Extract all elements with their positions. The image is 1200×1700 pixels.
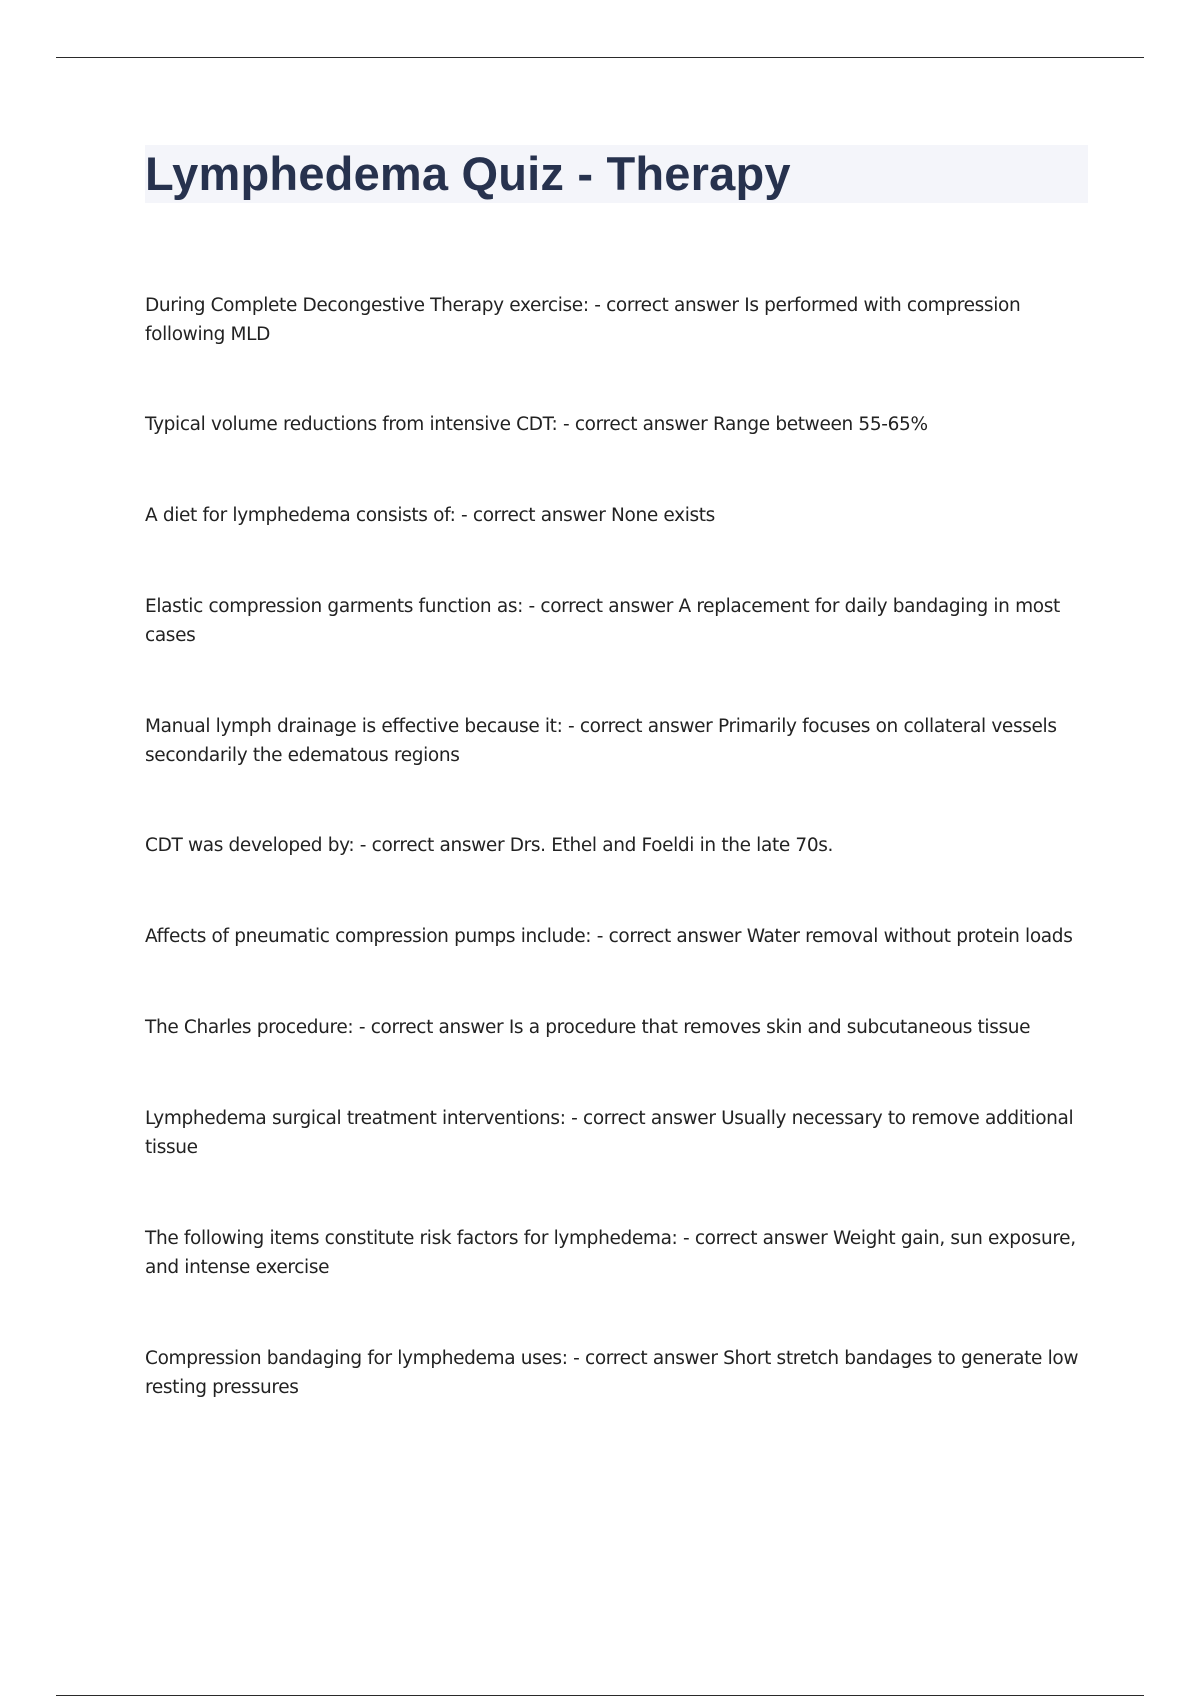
top-rule: [56, 57, 1144, 58]
qa-item: [145, 1345, 1095, 1402]
qa-item: [145, 923, 1095, 952]
qa-item: [145, 593, 1095, 650]
answer-separator: - correct answer: [562, 716, 718, 737]
answer-separator: - correct answer: [567, 1348, 724, 1369]
answer-text: Is a procedure that removes skin and subcutaneous tissue: [508, 1017, 1031, 1038]
answer-separator: - correct answer: [354, 835, 510, 856]
qa-item: [145, 502, 1095, 531]
answer-text: Usually necessary to remove additional tissue: [145, 1108, 1074, 1158]
answer-separator: - correct answer: [677, 1228, 833, 1249]
answer-separator: - correct answer: [591, 926, 747, 947]
qa-item: [145, 1014, 1095, 1043]
qa-item: [145, 1105, 1095, 1162]
qa-item: [145, 411, 1095, 440]
question-text: During Complete Decongestive Therapy exercise:: [145, 295, 589, 316]
question-text: Elastic compression garments function as:: [145, 596, 523, 617]
answer-text: Is performed with compression following MLD: [145, 295, 1021, 345]
answer-text: Water removal without protein loads: [746, 926, 1073, 947]
question-text: Lymphedema surgical treatment interventions:: [145, 1108, 566, 1129]
qa-item: [145, 713, 1095, 770]
answer-text: Weight gain, sun exposure, and intense exercise: [145, 1228, 1076, 1278]
answer-text: None exists: [611, 505, 715, 526]
qa-item: [145, 292, 1095, 349]
answer-text: Range between 55-65%: [712, 414, 928, 435]
question-text: The Charles procedure:: [145, 1017, 354, 1038]
answer-text: A replacement for daily bandaging in most cases: [145, 596, 1060, 646]
question-text: Compression bandaging for lymphedema uses:: [145, 1348, 568, 1369]
question-text: Affects of pneumatic compression pumps include:: [145, 926, 592, 947]
answer-text: Drs. Ethel and Foeldi in the late 70s.: [509, 835, 834, 856]
question-text: CDT was developed by:: [145, 835, 355, 856]
answer-text: Short stretch bandages to generate low resting pressures: [145, 1348, 1079, 1398]
answer-separator: - correct answer: [588, 295, 745, 316]
answer-text: Primarily focuses on collateral vessels secondarily the edematous regions: [145, 716, 1057, 766]
answer-separator: - correct answer: [523, 596, 679, 617]
question-text: A diet for lymphedema consists of:: [145, 505, 456, 526]
qa-item: [145, 832, 1095, 861]
qa-item: [145, 1225, 1095, 1282]
answer-separator: - correct answer: [557, 414, 713, 435]
answer-separator: - correct answer: [455, 505, 611, 526]
question-text: The following items constitute risk factors for lymphedema:: [145, 1228, 678, 1249]
answer-separator: - correct answer: [353, 1017, 509, 1038]
page-title: Lymphedema Quiz - Therapy: [145, 147, 791, 200]
question-text: Typical volume reductions from intensive CDT:: [145, 414, 558, 435]
answer-separator: - correct answer: [565, 1108, 722, 1129]
question-text: Manual lymph drainage is effective because it:: [145, 716, 563, 737]
bottom-rule: [56, 1695, 1144, 1696]
